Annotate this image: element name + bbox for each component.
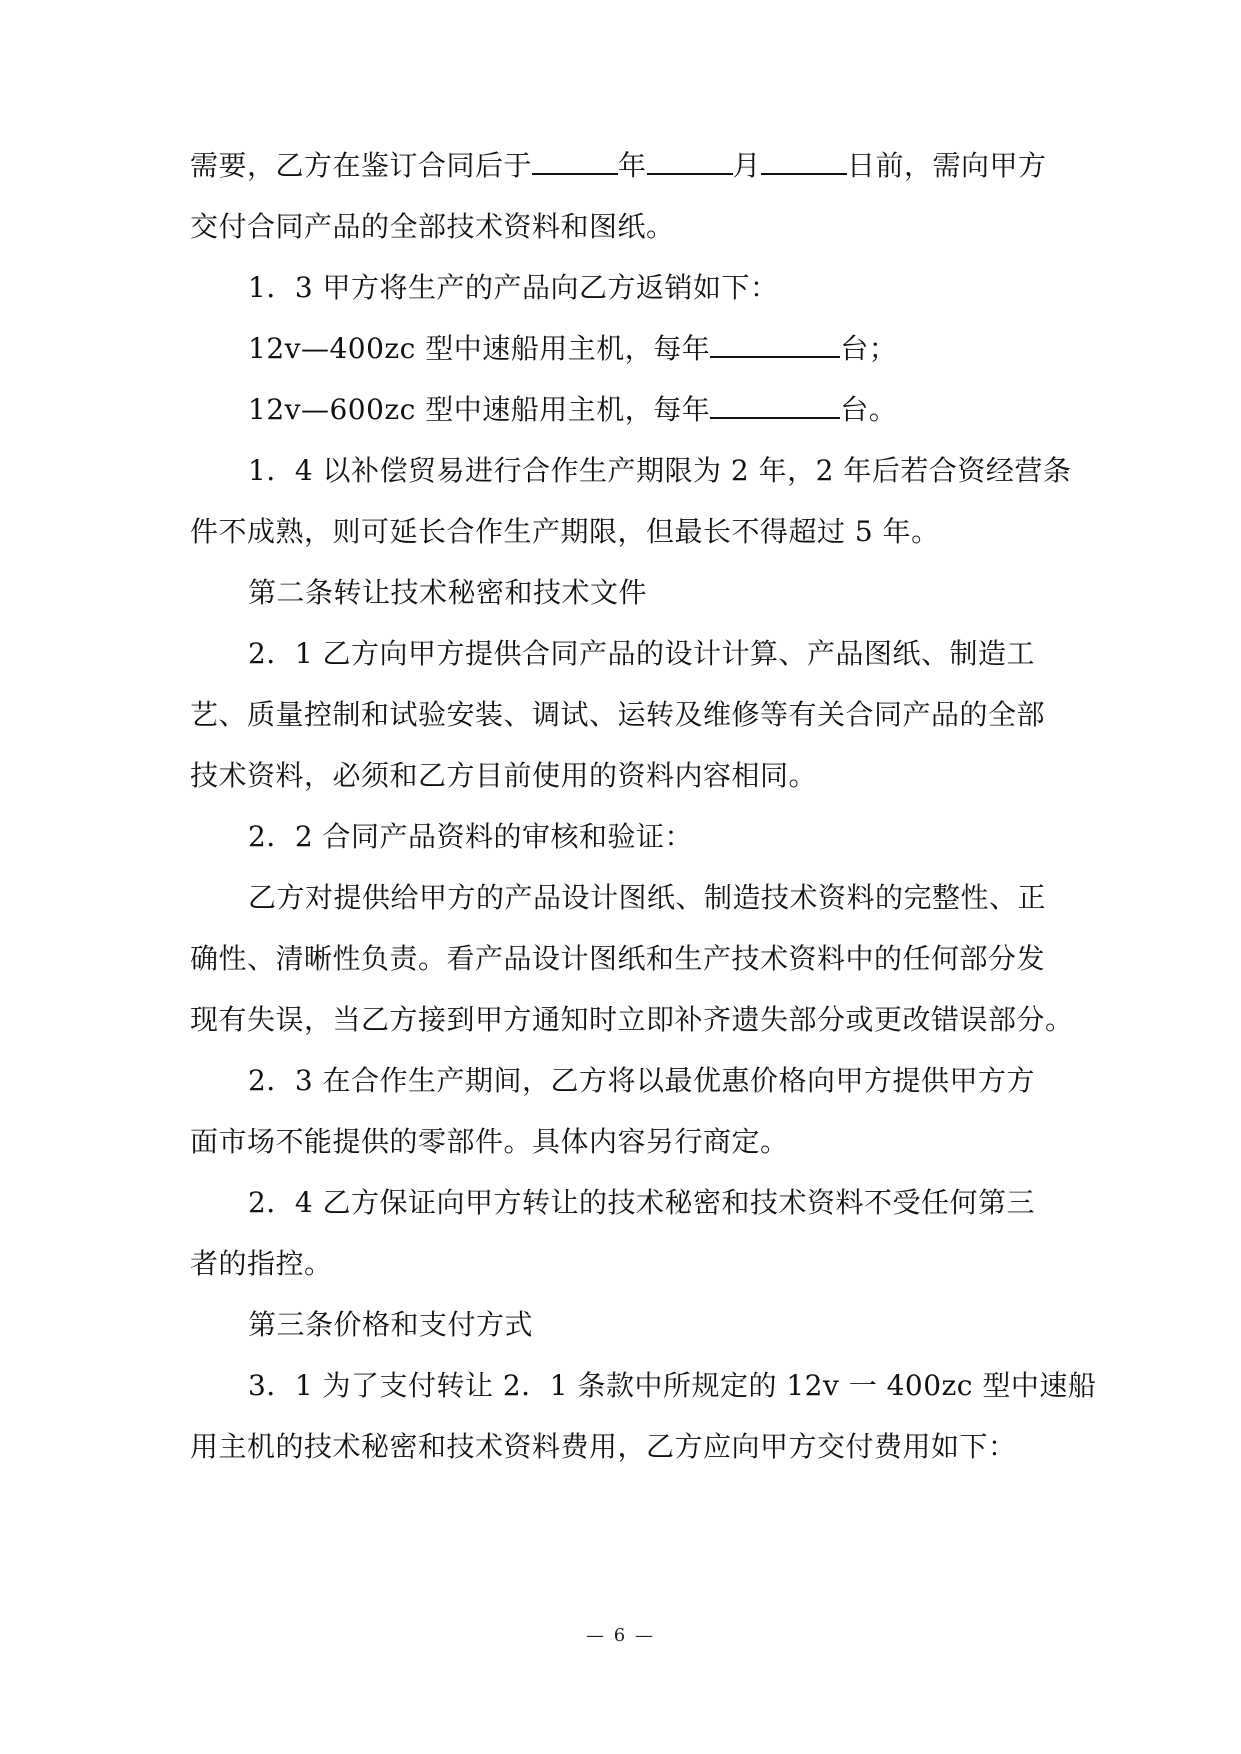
fill-blank-day[interactable] [761, 147, 847, 175]
text-line [248, 390, 1128, 430]
text-segment: 台。 [840, 393, 898, 426]
text-segment: 交付合同产品的全部技术资料和图纸。 [190, 210, 675, 243]
text-segment: 件不成熟，则可延长合作生产期限，但最长不得超过 5 年。 [190, 515, 940, 548]
text-segment: 2．2 合同产品资料的审核和验证： [248, 820, 694, 853]
text-segment: 确性、清晰性负责。看产品设计图纸和生产技术资料中的任何部分发 [190, 942, 1046, 975]
clause-1-4 [248, 451, 1128, 491]
clause-1-3 [248, 268, 1128, 308]
text-line [190, 756, 1070, 796]
text-segment: 现有失误，当乙方接到甲方通知时立即补齐遗失部分或更改错误部分。 [190, 1003, 1074, 1036]
fill-blank-year[interactable] [532, 147, 618, 175]
text-line [190, 146, 1070, 186]
text-segment: 年 [618, 149, 647, 182]
text-segment: 第三条价格和支付方式 [248, 1308, 534, 1341]
text-line [248, 878, 1128, 918]
text-line [190, 939, 1070, 979]
text-line [190, 695, 1070, 735]
section-heading-2 [248, 573, 1128, 613]
text-line [190, 1427, 1070, 1467]
text-segment: 者的指控。 [190, 1247, 333, 1280]
text-segment: 乙方对提供给甲方的产品设计图纸、制造技术资料的完整性、正 [248, 881, 1047, 914]
clause-3-1 [248, 1366, 1128, 1406]
fill-blank-month[interactable] [647, 147, 733, 175]
text-segment: 艺、质量控制和试验安装、调试、运转及维修等有关合同产品的全部 [190, 698, 1046, 731]
text-line [190, 207, 1070, 247]
clause-2-4 [248, 1183, 1128, 1223]
clause-2-3 [248, 1061, 1128, 1101]
text-segment: 12v—400zc 型中速船用主机，每年 [248, 332, 711, 365]
text-segment: 需要，乙方在鉴订合同后于 [190, 149, 533, 182]
text-segment: 第二条转让技术秘密和技术文件 [248, 576, 648, 609]
text-segment: 技术资料，必须和乙方目前使用的资料内容相同。 [190, 759, 818, 792]
text-segment: 12v—600zc 型中速船用主机，每年 [248, 393, 711, 426]
clause-2-1 [248, 634, 1128, 674]
text-segment: 月 [732, 149, 762, 182]
clause-2-2 [248, 817, 1128, 857]
text-segment: 2．1 乙方向甲方提供合同产品的设计计算、产品图纸、制造工 [248, 637, 1036, 670]
text-line [190, 512, 1070, 552]
text-segment: 用主机的技术秘密和技术资料费用，乙方应向甲方交付费用如下： [190, 1430, 1017, 1463]
text-line [190, 1000, 1074, 1040]
fill-blank-quantity-400zc[interactable] [710, 330, 840, 358]
text-line [248, 329, 1128, 369]
text-segment: 1．3 甲方将生产的产品向乙方返销如下： [248, 271, 779, 304]
text-segment: 面市场不能提供的零部件。具体内容另行商定。 [190, 1125, 789, 1158]
section-heading-3 [248, 1305, 1128, 1345]
text-segment: 1．4 以补偿贸易进行合作生产期限为 2 年，2 年后若合资经营条 [248, 454, 1072, 487]
text-segment: 2．3 在合作生产期间，乙方将以最优惠价格向甲方提供甲方方 [248, 1064, 1036, 1097]
page-number: — 6 — [586, 1625, 655, 1646]
text-segment: 2．4 乙方保证向甲方转让的技术秘密和技术资料不受任何第三 [248, 1186, 1036, 1219]
text-segment: 3．1 为了支付转让 2．1 条款中所规定的 12v 一 400zc 型中速船 [248, 1369, 1097, 1402]
text-segment: 日前，需向甲方 [847, 149, 1047, 182]
fill-blank-quantity-600zc[interactable] [710, 391, 840, 419]
text-line [190, 1122, 1070, 1162]
text-segment: 台； [840, 332, 898, 365]
text-line [190, 1244, 1070, 1284]
